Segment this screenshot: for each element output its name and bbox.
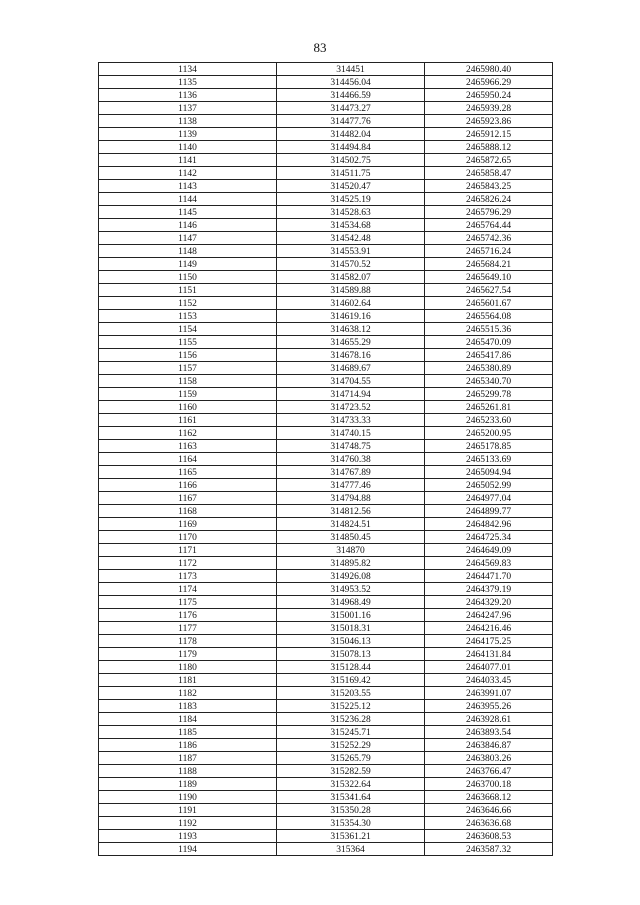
x-coordinate-cell: 315354.30: [277, 817, 425, 830]
x-coordinate-cell: 314748.75: [277, 440, 425, 453]
x-coordinate-cell: 314494.84: [277, 141, 425, 154]
x-coordinate-cell: 314794.88: [277, 492, 425, 505]
x-coordinate-cell: 314619.16: [277, 310, 425, 323]
x-coordinate-cell: 314767.89: [277, 466, 425, 479]
y-coordinate-cell: 2465340.70: [425, 375, 553, 388]
point-number-cell: 1138: [99, 115, 277, 128]
y-coordinate-cell: 2464175.25: [425, 635, 553, 648]
y-coordinate-cell: 2465299.78: [425, 388, 553, 401]
y-coordinate-cell: 2464471.70: [425, 570, 553, 583]
x-coordinate-cell: 315252.29: [277, 739, 425, 752]
y-coordinate-cell: 2463803.26: [425, 752, 553, 765]
y-coordinate-cell: 2465939.28: [425, 102, 553, 115]
point-number-cell: 1173: [99, 570, 277, 583]
y-coordinate-cell: 2465380.89: [425, 362, 553, 375]
table-row: [99, 128, 553, 141]
table-row: [99, 700, 553, 713]
table-row: [99, 479, 553, 492]
table-row: [99, 440, 553, 453]
point-number-cell: 1141: [99, 154, 277, 167]
table-row: [99, 830, 553, 843]
table-row: [99, 167, 553, 180]
x-coordinate-cell: 314502.75: [277, 154, 425, 167]
y-coordinate-cell: 2465052.99: [425, 479, 553, 492]
table-row: [99, 349, 553, 362]
y-coordinate-cell: 2465627.54: [425, 284, 553, 297]
x-coordinate-cell: 314553.91: [277, 245, 425, 258]
y-coordinate-cell: 2465742.36: [425, 232, 553, 245]
table-row: [99, 115, 553, 128]
table-row: [99, 297, 553, 310]
y-coordinate-cell: 2463636.68: [425, 817, 553, 830]
x-coordinate-cell: 315128.44: [277, 661, 425, 674]
table-row: [99, 206, 553, 219]
point-number-cell: 1165: [99, 466, 277, 479]
point-number-cell: 1156: [99, 349, 277, 362]
x-coordinate-cell: 315203.55: [277, 687, 425, 700]
x-coordinate-cell: 314714.94: [277, 388, 425, 401]
x-coordinate-cell: 314824.51: [277, 518, 425, 531]
point-number-cell: 1158: [99, 375, 277, 388]
x-coordinate-cell: 314740.15: [277, 427, 425, 440]
point-number-cell: 1185: [99, 726, 277, 739]
y-coordinate-cell: 2465858.47: [425, 167, 553, 180]
x-coordinate-cell: 315322.64: [277, 778, 425, 791]
table-row: [99, 492, 553, 505]
y-coordinate-cell: 2464216.46: [425, 622, 553, 635]
table-row: [99, 180, 553, 193]
point-number-cell: 1155: [99, 336, 277, 349]
x-coordinate-cell: 314451: [277, 63, 425, 76]
table-row: [99, 570, 553, 583]
point-number-cell: 1137: [99, 102, 277, 115]
x-coordinate-cell: 315341.64: [277, 791, 425, 804]
x-coordinate-cell: 314466.59: [277, 89, 425, 102]
point-number-cell: 1136: [99, 89, 277, 102]
point-number-cell: 1189: [99, 778, 277, 791]
y-coordinate-cell: 2465826.24: [425, 193, 553, 206]
y-coordinate-cell: 2465417.86: [425, 349, 553, 362]
point-number-cell: 1176: [99, 609, 277, 622]
point-number-cell: 1183: [99, 700, 277, 713]
table-row: [99, 713, 553, 726]
y-coordinate-cell: 2465872.65: [425, 154, 553, 167]
x-coordinate-cell: 314968.49: [277, 596, 425, 609]
y-coordinate-cell: 2463646.66: [425, 804, 553, 817]
x-coordinate-cell: 314477.76: [277, 115, 425, 128]
y-coordinate-cell: 2465980.40: [425, 63, 553, 76]
y-coordinate-cell: 2465716.24: [425, 245, 553, 258]
point-number-cell: 1159: [99, 388, 277, 401]
x-coordinate-cell: 314678.16: [277, 349, 425, 362]
point-number-cell: 1188: [99, 765, 277, 778]
point-number-cell: 1191: [99, 804, 277, 817]
y-coordinate-cell: 2463587.32: [425, 843, 553, 856]
y-coordinate-cell: 2465200.95: [425, 427, 553, 440]
y-coordinate-cell: 2464131.84: [425, 648, 553, 661]
table-row: [99, 804, 553, 817]
coordinates-table-body: [99, 63, 553, 856]
y-coordinate-cell: 2465764.44: [425, 219, 553, 232]
x-coordinate-cell: 315361.21: [277, 830, 425, 843]
point-number-cell: 1190: [99, 791, 277, 804]
point-number-cell: 1145: [99, 206, 277, 219]
point-number-cell: 1163: [99, 440, 277, 453]
x-coordinate-cell: 314482.04: [277, 128, 425, 141]
table-row: [99, 232, 553, 245]
table-row: [99, 661, 553, 674]
point-number-cell: 1181: [99, 674, 277, 687]
table-row: [99, 791, 553, 804]
table-row: [99, 193, 553, 206]
y-coordinate-cell: 2463991.07: [425, 687, 553, 700]
y-coordinate-cell: 2465796.29: [425, 206, 553, 219]
table-row: [99, 154, 553, 167]
point-number-cell: 1174: [99, 583, 277, 596]
table-row: [99, 596, 553, 609]
point-number-cell: 1170: [99, 531, 277, 544]
x-coordinate-cell: 314850.45: [277, 531, 425, 544]
point-number-cell: 1146: [99, 219, 277, 232]
table-row: [99, 310, 553, 323]
y-coordinate-cell: 2463846.87: [425, 739, 553, 752]
table-row: [99, 635, 553, 648]
y-coordinate-cell: 2465564.08: [425, 310, 553, 323]
x-coordinate-cell: 315001.16: [277, 609, 425, 622]
point-number-cell: 1143: [99, 180, 277, 193]
table-row: [99, 414, 553, 427]
y-coordinate-cell: 2464842.96: [425, 518, 553, 531]
x-coordinate-cell: 314723.52: [277, 401, 425, 414]
x-coordinate-cell: 315169.42: [277, 674, 425, 687]
point-number-cell: 1134: [99, 63, 277, 76]
point-number-cell: 1180: [99, 661, 277, 674]
point-number-cell: 1154: [99, 323, 277, 336]
x-coordinate-cell: 314777.46: [277, 479, 425, 492]
point-number-cell: 1135: [99, 76, 277, 89]
y-coordinate-cell: 2463668.12: [425, 791, 553, 804]
x-coordinate-cell: 315236.28: [277, 713, 425, 726]
y-coordinate-cell: 2463955.26: [425, 700, 553, 713]
point-number-cell: 1167: [99, 492, 277, 505]
point-number-cell: 1139: [99, 128, 277, 141]
x-coordinate-cell: 314570.52: [277, 258, 425, 271]
point-number-cell: 1140: [99, 141, 277, 154]
point-number-cell: 1148: [99, 245, 277, 258]
y-coordinate-cell: 2465684.21: [425, 258, 553, 271]
point-number-cell: 1151: [99, 284, 277, 297]
table-row: [99, 765, 553, 778]
x-coordinate-cell: 315282.59: [277, 765, 425, 778]
x-coordinate-cell: 314638.12: [277, 323, 425, 336]
y-coordinate-cell: 2465888.12: [425, 141, 553, 154]
x-coordinate-cell: 314520.47: [277, 180, 425, 193]
table-row: [99, 687, 553, 700]
y-coordinate-cell: 2465233.60: [425, 414, 553, 427]
y-coordinate-cell: 2464569.83: [425, 557, 553, 570]
point-number-cell: 1182: [99, 687, 277, 700]
coordinates-table: [98, 62, 553, 856]
x-coordinate-cell: 314589.88: [277, 284, 425, 297]
point-number-cell: 1194: [99, 843, 277, 856]
point-number-cell: 1172: [99, 557, 277, 570]
x-coordinate-cell: 314534.68: [277, 219, 425, 232]
table-row: [99, 427, 553, 440]
x-coordinate-cell: 314689.67: [277, 362, 425, 375]
x-coordinate-cell: 314456.04: [277, 76, 425, 89]
x-coordinate-cell: 314760.38: [277, 453, 425, 466]
point-number-cell: 1192: [99, 817, 277, 830]
table-row: [99, 258, 553, 271]
x-coordinate-cell: 314895.82: [277, 557, 425, 570]
y-coordinate-cell: 2464247.96: [425, 609, 553, 622]
point-number-cell: 1178: [99, 635, 277, 648]
y-coordinate-cell: 2465843.25: [425, 180, 553, 193]
x-coordinate-cell: 314812.56: [277, 505, 425, 518]
table-row: [99, 726, 553, 739]
table-row: [99, 817, 553, 830]
table-row: [99, 63, 553, 76]
table-row: [99, 271, 553, 284]
point-number-cell: 1179: [99, 648, 277, 661]
x-coordinate-cell: 314926.08: [277, 570, 425, 583]
y-coordinate-cell: 2464033.45: [425, 674, 553, 687]
y-coordinate-cell: 2465966.29: [425, 76, 553, 89]
x-coordinate-cell: 314733.33: [277, 414, 425, 427]
point-number-cell: 1149: [99, 258, 277, 271]
y-coordinate-cell: 2464379.19: [425, 583, 553, 596]
table-row: [99, 284, 553, 297]
table-row: [99, 648, 553, 661]
table-row: [99, 505, 553, 518]
x-coordinate-cell: 315046.13: [277, 635, 425, 648]
point-number-cell: 1184: [99, 713, 277, 726]
y-coordinate-cell: 2465133.69: [425, 453, 553, 466]
y-coordinate-cell: 2465912.15: [425, 128, 553, 141]
y-coordinate-cell: 2465923.86: [425, 115, 553, 128]
y-coordinate-cell: 2465950.24: [425, 89, 553, 102]
table-row: [99, 375, 553, 388]
x-coordinate-cell: 314473.27: [277, 102, 425, 115]
table-row: [99, 544, 553, 557]
table-row: [99, 843, 553, 856]
point-number-cell: 1171: [99, 544, 277, 557]
table-row: [99, 622, 553, 635]
x-coordinate-cell: 315018.31: [277, 622, 425, 635]
table-row: [99, 245, 553, 258]
y-coordinate-cell: 2465094.94: [425, 466, 553, 479]
y-coordinate-cell: 2463766.47: [425, 765, 553, 778]
y-coordinate-cell: 2464977.04: [425, 492, 553, 505]
x-coordinate-cell: 314953.52: [277, 583, 425, 596]
point-number-cell: 1157: [99, 362, 277, 375]
point-number-cell: 1169: [99, 518, 277, 531]
table-row: [99, 219, 553, 232]
point-number-cell: 1152: [99, 297, 277, 310]
table-row: [99, 453, 553, 466]
point-number-cell: 1177: [99, 622, 277, 635]
y-coordinate-cell: 2465515.36: [425, 323, 553, 336]
x-coordinate-cell: 314602.64: [277, 297, 425, 310]
x-coordinate-cell: 314511.75: [277, 167, 425, 180]
table-row: [99, 323, 553, 336]
x-coordinate-cell: 315364: [277, 843, 425, 856]
y-coordinate-cell: 2463893.54: [425, 726, 553, 739]
y-coordinate-cell: 2463928.61: [425, 713, 553, 726]
point-number-cell: 1144: [99, 193, 277, 206]
y-coordinate-cell: 2465178.85: [425, 440, 553, 453]
table-row: [99, 89, 553, 102]
page-number: 83: [313, 40, 327, 55]
x-coordinate-cell: 314542.48: [277, 232, 425, 245]
y-coordinate-cell: 2465470.09: [425, 336, 553, 349]
table-row: [99, 141, 553, 154]
point-number-cell: 1164: [99, 453, 277, 466]
point-number-cell: 1147: [99, 232, 277, 245]
table-row: [99, 102, 553, 115]
point-number-cell: 1162: [99, 427, 277, 440]
point-number-cell: 1161: [99, 414, 277, 427]
table-row: [99, 583, 553, 596]
x-coordinate-cell: 314704.55: [277, 375, 425, 388]
table-row: [99, 739, 553, 752]
table-row: [99, 466, 553, 479]
table-row: [99, 531, 553, 544]
y-coordinate-cell: 2464649.09: [425, 544, 553, 557]
x-coordinate-cell: 314525.19: [277, 193, 425, 206]
x-coordinate-cell: 315245.71: [277, 726, 425, 739]
point-number-cell: 1186: [99, 739, 277, 752]
point-number-cell: 1168: [99, 505, 277, 518]
x-coordinate-cell: 315078.13: [277, 648, 425, 661]
x-coordinate-cell: 314655.29: [277, 336, 425, 349]
y-coordinate-cell: 2463700.18: [425, 778, 553, 791]
y-coordinate-cell: 2464899.77: [425, 505, 553, 518]
y-coordinate-cell: 2464077.01: [425, 661, 553, 674]
point-number-cell: 1175: [99, 596, 277, 609]
x-coordinate-cell: 315225.12: [277, 700, 425, 713]
point-number-cell: 1187: [99, 752, 277, 765]
y-coordinate-cell: 2464329.20: [425, 596, 553, 609]
y-coordinate-cell: 2464725.34: [425, 531, 553, 544]
point-number-cell: 1150: [99, 271, 277, 284]
table-row: [99, 401, 553, 414]
point-number-cell: 1142: [99, 167, 277, 180]
point-number-cell: 1153: [99, 310, 277, 323]
point-number-cell: 1160: [99, 401, 277, 414]
table-row: [99, 518, 553, 531]
table-row: [99, 557, 553, 570]
x-coordinate-cell: 314582.07: [277, 271, 425, 284]
table-row: [99, 609, 553, 622]
table-row: [99, 778, 553, 791]
table-row: [99, 752, 553, 765]
point-number-cell: 1166: [99, 479, 277, 492]
y-coordinate-cell: 2463608.53: [425, 830, 553, 843]
table-row: [99, 674, 553, 687]
table-row: [99, 76, 553, 89]
y-coordinate-cell: 2465601.67: [425, 297, 553, 310]
y-coordinate-cell: 2465261.81: [425, 401, 553, 414]
x-coordinate-cell: 315350.28: [277, 804, 425, 817]
table-row: [99, 362, 553, 375]
point-number-cell: 1193: [99, 830, 277, 843]
table-row: [99, 336, 553, 349]
x-coordinate-cell: 314528.63: [277, 206, 425, 219]
table-row: [99, 388, 553, 401]
x-coordinate-cell: 315265.79: [277, 752, 425, 765]
x-coordinate-cell: 314870: [277, 544, 425, 557]
y-coordinate-cell: 2465649.10: [425, 271, 553, 284]
